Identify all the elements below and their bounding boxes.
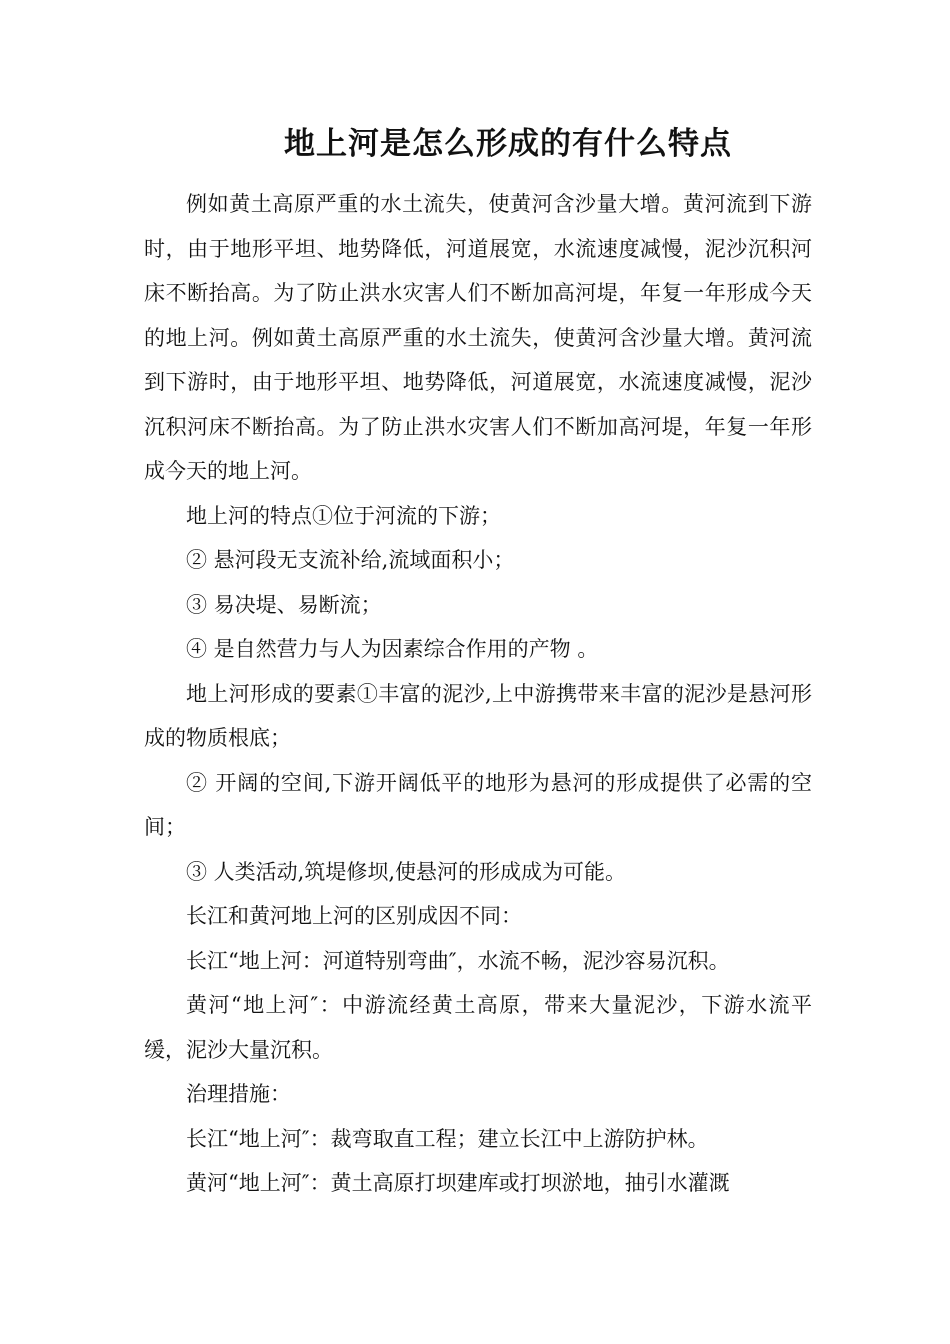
paragraph-measures-intro: 治理措施： [186,1082,291,1106]
paragraph-formation: 例如黄土高原严重的水土流失，使黄河含沙量大增。黄河流到下游时，由于地形平坦、地势降低，河道展宽，水流速度减慢，泥沙沉积河床不断抬高。为了防止洪水灾害人们不断加高河堤，年复一年形成今天的地上河。例如黄土高原严重的水土流失，使黄河含沙量大增。黄河流到下游时，由于地形平坦、地势降低，河道展宽，水流速度减慢，泥沙沉积河床不断抬高。为了防止洪水灾害人们不断加高河堤，年复一年形成今天的地上河。 [144,192,812,483]
paragraph-feature-2: ② 悬河段无支流补给,流域面积小； [186,548,515,572]
paragraph-factor-3: ③ 人类活动,筑堤修坝,使悬河的形成成为可能。 [186,859,627,884]
paragraph-factor-2: ② 开阔的空间,下游开阔低平的地形为悬河的形成提供了必需的空间； [144,770,812,839]
paragraph-yangtze-measures: 长江“地上河″：裁弯取直工程；建立长江中上游防护林。 [186,1126,709,1151]
document-body [144,182,812,1206]
paragraph-feature-3: ③ 易决堤、易断流； [186,592,382,617]
paragraph-yangtze-cause: 长江“地上河：河道特别弯曲″，水流不畅，泥沙容易沉积。 [186,948,730,973]
paragraph-factors-intro: 地上河形成的要素①丰富的泥沙,上中游携带来丰富的泥沙是悬河形成的物质根底； [144,681,812,750]
paragraph-feature-4: ④ 是自然营力与人为因素综合作用的产物 。 [186,637,599,661]
paragraph-features-intro: 地上河的特点①位于河流的下游； [186,503,501,528]
paragraph-difference-intro: 长江和黄河地上河的区别成因不同： [186,904,522,928]
paragraph-yellow-river-measures: 黄河“地上河″：黄土高原打坝建库或打坝淤地，抽引水灌溉 [186,1171,730,1195]
paragraph-yellow-river-cause: 黄河“地上河″：中游流经黄土高原，带来大量泥沙，下游水流平缓，泥沙大量沉积。 [144,993,812,1062]
document-title: 地上河是怎么形成的有什么特点 [284,126,732,162]
